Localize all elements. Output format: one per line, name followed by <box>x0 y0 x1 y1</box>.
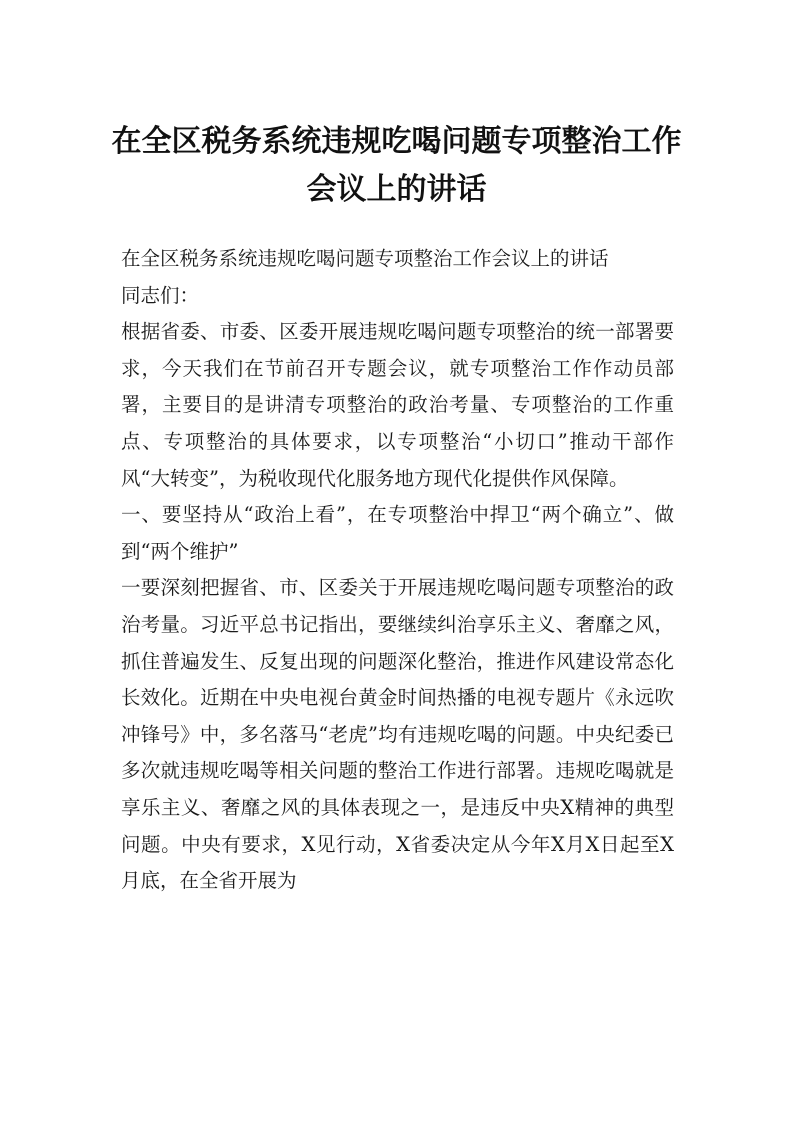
body-paragraph-section-one: 一要深刻把握省、市、区委关于开展违规吃喝问题专项整治的政治考量。习近平总书记指出，要继续纠治享乐主义、奢靡之风，抓住普遍发生、反复出现的问题深化整治，推进作风建设常态化长效化。近期在中央电视台黄金时间热播的电视专题片《永远吹冲锋号》中，多名落马“老虎”均有违规吃喝的问题。中央纪委已多次就违规吃喝等相关问题的整治工作进行部署。违规吃喝就是享乐主义、奢靡之风的具体表现之一，是违反中央X精神的典型问题。中央有要求，X见行动，X省委决定从今年X月X日起至X月底，在全省开展为 <box>121 576 674 893</box>
section-heading-one: 一、要坚持从“政治上看”，在专项整治中捍卫“两个确立”、做到“两个维护” <box>121 503 674 563</box>
body-paragraph-heading: 在全区税务系统违规吃喝问题专项整治工作会议上的讲话 <box>121 247 609 270</box>
body-paragraph-salutation: 同志们： <box>121 283 200 307</box>
document-body <box>121 241 674 900</box>
body-paragraph-intro: 根据省委、市委、区委开展违规吃喝问题专项整治的统一部署要求，今天我们在节前召开专题会议，就专项整治工作作动员部署，主要目的是讲清专项整治的政治考量、专项整治的工作重点、专项整治的具体要求，以专项整治“小切口”推动干部作风“大转变”，为税收现代化服务地方现代化提供作风保障。 <box>121 320 674 490</box>
document-title: 在全区税务系统违规吃喝问题专项整治工作会议上的讲话 <box>111 124 682 207</box>
